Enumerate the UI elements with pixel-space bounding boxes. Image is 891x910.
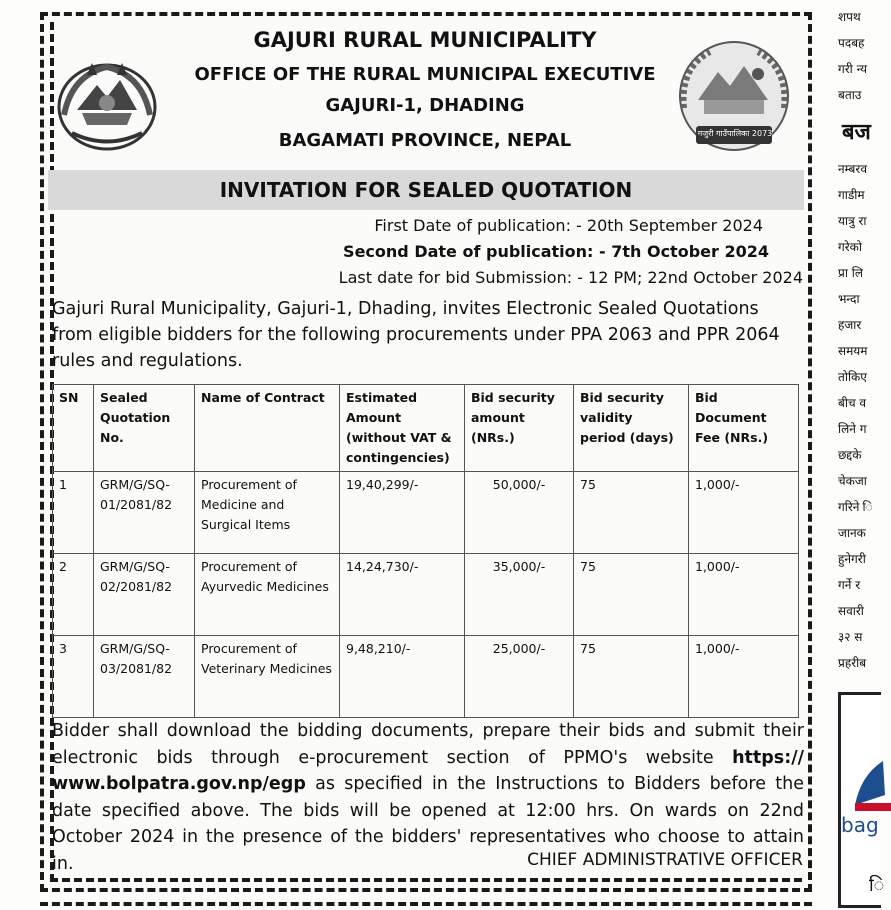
news-line: बताउ: [838, 88, 862, 102]
header-bid-security: Bid security amount (NRs.): [465, 385, 574, 472]
cell-quotation-no: GRM/G/SQ-03/2081/82: [94, 636, 195, 718]
cell-estimated-amount: 19,40,299/-: [340, 472, 465, 554]
closing-text-part1: Bidder shall download the bidding documents, prepare their bids and submit their electronic bids through e-procurement section of PPMO's website: [52, 721, 804, 768]
nepal-emblem-icon: [52, 55, 162, 155]
news-line: गरी न्य: [838, 62, 868, 76]
first-publication-date: First Date of publication: - 20th September 2024: [374, 216, 763, 235]
closing-text-part2: as specified in the Instructions to Bidders before the date specified above. The bids will be opened at 12:00 hrs. On wards on 22nd October 2024 in the presence of the bidders' representatives who choose to attain in.: [52, 774, 804, 874]
second-publication-date: Second Date of publication: - 7th October 2024: [343, 242, 769, 261]
cell-estimated-amount: 14,24,730/-: [340, 554, 465, 636]
intro-paragraph: Gajuri Rural Municipality, Gajuri-1, Dhading, invites Electronic Sealed Quotations from eligible bidders for the following procurements under PPA 2063 and PPR 2064 rules and regulations.: [52, 299, 780, 371]
news-line: जानक: [838, 526, 866, 540]
header-quotation-no: Sealed Quotation No.: [94, 385, 195, 472]
adjacent-ad: [838, 692, 885, 908]
news-line: गर्ने र: [838, 578, 861, 592]
cell-bid-security: 25,000/-: [465, 636, 574, 718]
egp-url-link[interactable]: https:// www.bolpatra.gov.np/egp: [52, 747, 804, 794]
seal-label: गजुरी गाउँपालिका 2073: [697, 129, 773, 138]
table-row: [53, 472, 799, 554]
ad-glyph: ि: [869, 875, 885, 896]
office-location: GAJURI-1, DHADING: [325, 95, 525, 116]
table-row: [53, 636, 799, 718]
header-document-fee: Bid Document Fee (NRs.): [689, 385, 799, 472]
news-line: सवारी: [838, 604, 864, 618]
cell-sn: 3: [53, 636, 94, 718]
header-sn: SN: [53, 385, 94, 472]
news-line: समयम: [838, 344, 868, 358]
cell-sn: 1: [53, 472, 94, 554]
cell-contract-name: Procurement of Medicine and Surgical Items: [195, 472, 340, 554]
header-validity: Bid security validity period (days): [574, 385, 689, 472]
cell-bid-security: 50,000/-: [465, 472, 574, 554]
divider: [40, 902, 812, 906]
submission-deadline: Last date for bid Submission: - 12 PM; 22nd October 2024: [338, 268, 803, 287]
cell-document-fee: 1,000/-: [689, 636, 799, 718]
cell-estimated-amount: 9,48,210/-: [340, 636, 465, 718]
municipality-name: GAJURI RURAL MUNICIPALITY: [253, 28, 597, 52]
province-name: BAGAMATI PROVINCE, NEPAL: [278, 130, 572, 151]
news-line: लिने ग: [838, 422, 867, 436]
news-line: गाडीम: [838, 188, 865, 202]
ad-logo-icon: [851, 755, 891, 815]
news-line: ३२ स: [838, 630, 863, 644]
procurement-table: [52, 384, 799, 718]
cell-quotation-no: GRM/G/SQ-01/2081/82: [94, 472, 195, 554]
news-line: भन्दा: [838, 292, 860, 306]
news-line: हुनेगरी: [838, 552, 866, 566]
table-row: [53, 554, 799, 636]
news-line: गरेको: [838, 240, 862, 254]
cell-contract-name: Procurement of Veterinary Medicines: [195, 636, 340, 718]
cell-quotation-no: GRM/G/SQ-02/2081/82: [94, 554, 195, 636]
cell-validity: 75: [574, 636, 689, 718]
news-line: गरिने ि: [838, 500, 873, 514]
news-line: प्रहरीब: [838, 656, 867, 670]
notice-title: INVITATION FOR SEALED QUOTATION: [48, 170, 804, 210]
table-header-row: [53, 385, 799, 472]
news-line: प्रा लि: [838, 266, 863, 280]
ad-brand-text: bag: [841, 813, 879, 837]
cell-bid-security: 35,000/-: [465, 554, 574, 636]
news-line: तोकिए: [838, 370, 867, 384]
cell-validity: 75: [574, 472, 689, 554]
signature-title: CHIEF ADMINISTRATIVE OFFICER: [527, 850, 803, 870]
news-line: शपथ: [838, 10, 861, 24]
news-line: हजार: [838, 318, 862, 332]
cell-document-fee: 1,000/-: [689, 554, 799, 636]
cell-contract-name: Procurement of Ayurvedic Medicines: [195, 554, 340, 636]
news-line: नम्बरव: [838, 162, 867, 176]
news-line: चेकजा: [838, 474, 867, 488]
news-line: बीच व: [838, 396, 867, 410]
cell-sn: 2: [53, 554, 94, 636]
cell-document-fee: 1,000/-: [689, 472, 799, 554]
news-heading: बज: [842, 120, 871, 145]
header-contract-name: Name of Contract: [195, 385, 340, 472]
news-line: यात्रु रा: [838, 214, 867, 228]
office-name: OFFICE OF THE RURAL MUNICIPAL EXECUTIVE: [194, 64, 656, 85]
news-line: पदबह: [838, 36, 865, 50]
header-estimated-amount: Estimated Amount (without VAT & contingencies): [340, 385, 465, 472]
news-line: छद्दके: [838, 448, 862, 462]
cell-validity: 75: [574, 554, 689, 636]
